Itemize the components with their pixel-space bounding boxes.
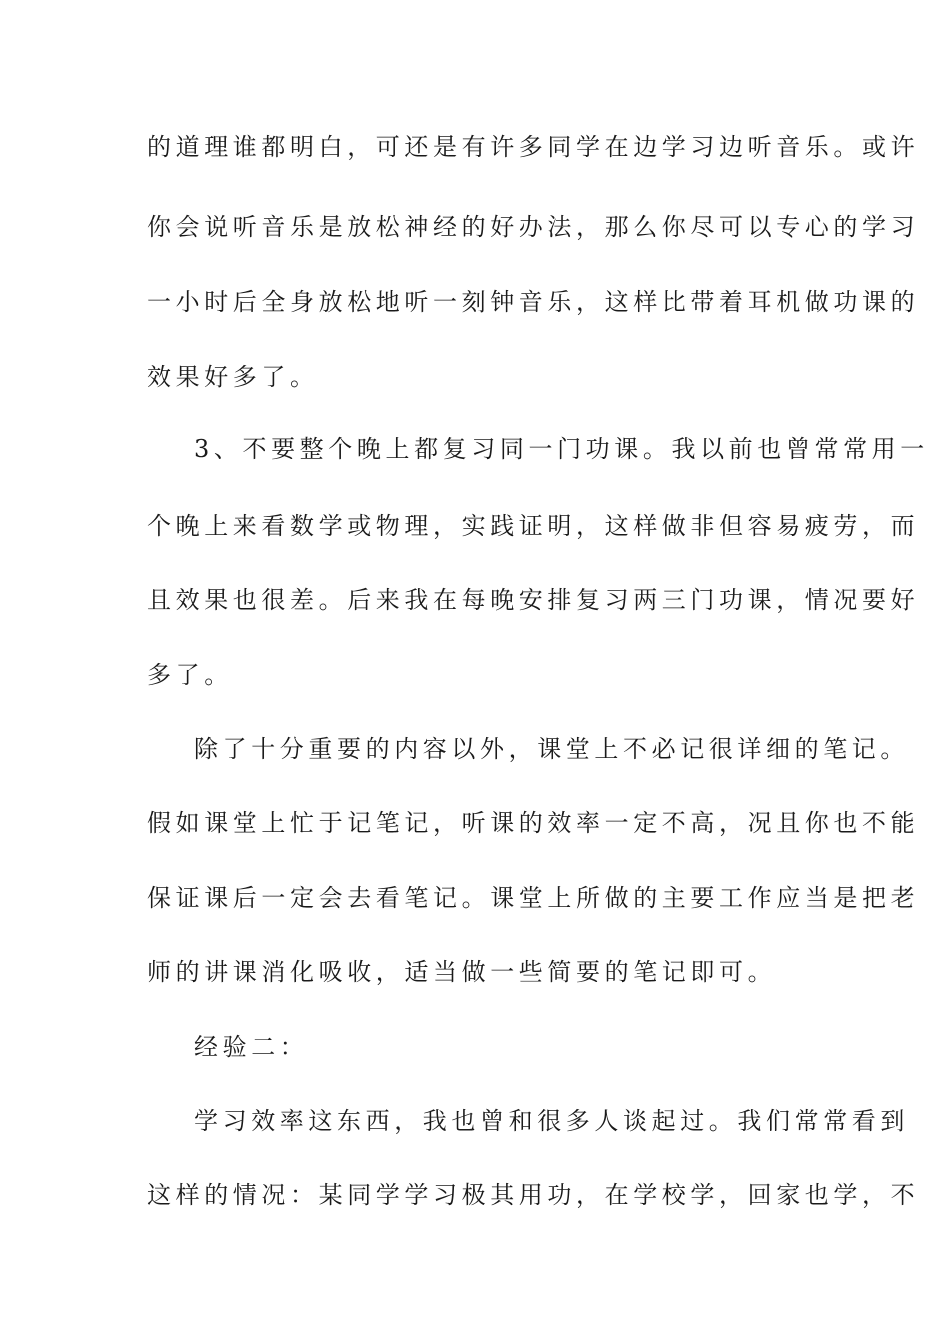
text-line: 一小时后全身放松地听一刻钟音乐，这样比带着耳机做功课的 bbox=[147, 288, 920, 316]
text-line: 假如课堂上忙于记笔记，听课的效率一定不高，况且你也不能 bbox=[147, 809, 920, 837]
text-line: 的道理谁都明白，可还是有许多同学在边学习边听音乐。或许 bbox=[147, 133, 920, 161]
text-line: 学习效率这东西，我也曾和很多人谈起过。我们常常看到 bbox=[194, 1107, 909, 1135]
text-line: 且效果也很差。后来我在每晚安排复习两三门功课，情况要好 bbox=[147, 586, 920, 614]
text-line: 你会说听音乐是放松神经的好办法，那么你尽可以专心的学习 bbox=[147, 213, 920, 241]
text-line: 除了十分重要的内容以外，课堂上不必记很详细的笔记。 bbox=[194, 735, 909, 763]
text-line: 个晚上来看数学或物理，实践证明，这样做非但容易疲劳，而 bbox=[147, 512, 920, 540]
text-line: 效果好多了。 bbox=[147, 363, 319, 391]
text-line: 师的讲课消化吸收，适当做一些简要的笔记即可。 bbox=[147, 958, 777, 986]
text-line: 多了。 bbox=[147, 661, 233, 689]
text-line: 经验二： bbox=[194, 1033, 309, 1061]
text-line: 保证课后一定会去看笔记。课堂上所做的主要工作应当是把老 bbox=[147, 884, 920, 912]
text-line: 3、不要整个晚上都复习同一门功课。我以前也曾常常用一 bbox=[194, 435, 929, 463]
text-line: 这样的情况：某同学学习极其用功，在学校学，回家也学，不 bbox=[147, 1181, 920, 1209]
